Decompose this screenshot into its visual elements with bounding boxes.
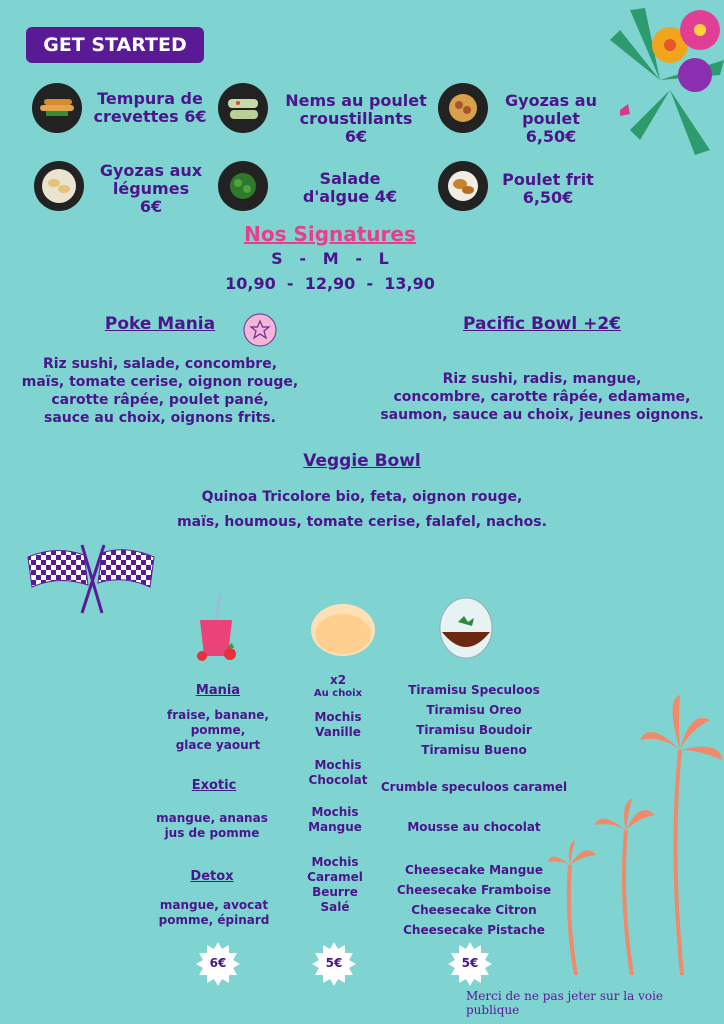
tiramisu-item: Tiramisu Oreo xyxy=(426,703,522,717)
pacific-bowl-title: Pacific Bowl +2€ xyxy=(463,314,621,334)
starter-salade: Salade d'algue 4€ xyxy=(302,169,398,206)
ingredient-line: mangue, avocat xyxy=(159,898,269,912)
poke-line: sauce au choix, oignons frits. xyxy=(44,410,276,426)
tempura-photo xyxy=(32,83,82,133)
cheesecake-item: Cheesecake Framboise xyxy=(396,883,552,897)
mochi-line: Mochis xyxy=(311,805,359,819)
mochi-line: Chocolat xyxy=(308,773,368,787)
mochi-caramel xyxy=(295,855,375,915)
dessert-price: 5€ xyxy=(461,956,479,970)
cheesecake-item: Cheesecake Pistache xyxy=(403,923,545,937)
veggie-line: maïs, houmous, tomate cerise, falafel, nachos. xyxy=(177,514,547,530)
nems-photo xyxy=(218,83,268,133)
mochi-price-badge xyxy=(312,942,356,986)
pacific-line: saumon, sauce au choix, jeunes oignons. xyxy=(380,407,704,423)
mochi-icon xyxy=(308,600,378,660)
tiramisu-item: Tiramisu Boudoir xyxy=(416,723,532,737)
smoothie-mania-ingredients xyxy=(158,708,278,753)
crumble-item: Crumble speculoos caramel xyxy=(380,780,568,794)
tiramisu-item: Tiramisu Speculoos xyxy=(408,683,540,697)
mochi-quantity: x2 xyxy=(329,673,347,687)
get-started-banner: GET STARTED xyxy=(26,27,204,63)
mochi-line: Mochis xyxy=(314,710,362,724)
poulet-frit-photo xyxy=(438,161,488,211)
cheesecake-item: Cheesecake Mangue xyxy=(405,863,543,877)
starter-gyozas-legumes-name: Gyozas aux légumes xyxy=(99,161,203,198)
ingredient-line: pomme, épinard xyxy=(158,913,270,927)
smoothie-detox-ingredients xyxy=(152,898,276,928)
mochi-line: Mochis xyxy=(314,758,362,772)
tiramisu-item: Tiramisu Bueno xyxy=(421,743,527,757)
poke-mania-title: Poke Mania xyxy=(104,314,216,334)
gyozas-poulet-photo xyxy=(438,83,488,133)
poke-line: carotte râpée, poulet pané, xyxy=(51,392,269,408)
starter-gyozas-poulet-price: 6,50€ xyxy=(525,127,577,146)
mochi-line: Vanille xyxy=(315,725,361,739)
ingredient-line: glace yaourt xyxy=(175,738,261,752)
mochi-price: 5€ xyxy=(325,956,343,970)
smoothie-icon xyxy=(190,592,242,664)
mochi-mangue xyxy=(295,805,375,835)
checkered-flags-icon xyxy=(26,535,158,615)
smoothie-price-badge xyxy=(196,942,240,986)
pacific-bowl-description xyxy=(372,370,712,424)
starter-nems-name: Nems au poulet croustillants xyxy=(285,91,427,128)
smoothie-exotic-ingredients xyxy=(150,811,274,841)
starter-gyozas-legumes xyxy=(92,162,210,216)
poke-line: maïs, tomate cerise, oignon rouge, xyxy=(21,374,299,390)
ingredient-line: mangue, ananas xyxy=(156,811,268,825)
starter-gyozas-legumes-price: 6€ xyxy=(139,197,163,216)
footer-note: Merci de ne pas jeter sur la voie publique xyxy=(466,989,664,1017)
cheesecake-item: Cheesecake Citron xyxy=(411,903,537,917)
starter-nems xyxy=(276,92,436,146)
ingredient-line: pomme, xyxy=(190,723,246,737)
veggie-bowl-title: Veggie Bowl xyxy=(303,451,421,471)
palm-trees-icon xyxy=(540,690,724,980)
starter-gyozas-poulet-name: Gyozas au poulet xyxy=(505,91,597,128)
veggie-line: Quinoa Tricolore bio, feta, oignon rouge, xyxy=(201,489,523,505)
salade-algue-photo xyxy=(218,161,268,211)
pacific-line: concombre, carotte râpée, edamame, xyxy=(393,389,691,405)
smoothie-mania-title: Mania xyxy=(195,683,241,698)
starter-poulet-frit-name: Poulet frit xyxy=(502,170,594,189)
signatures-title: Nos Signatures xyxy=(244,222,416,246)
poke-mania-description xyxy=(10,355,310,427)
ingredient-line: fraise, banane, xyxy=(167,708,269,722)
ingredient-line: jus de pomme xyxy=(164,826,260,840)
dessert-price-badge xyxy=(448,942,492,986)
poke-line: Riz sushi, salade, concombre, xyxy=(42,356,278,372)
mochi-line: Salé xyxy=(320,900,350,914)
lets-go-sticker-icon xyxy=(243,313,277,347)
mochi-choice: Au choix xyxy=(313,688,363,699)
mousse-item: Mousse au chocolat xyxy=(407,820,541,834)
smoothie-price: 6€ xyxy=(209,956,227,970)
signatures-sizes: S - M - L xyxy=(271,249,389,268)
mochi-chocolat xyxy=(298,758,378,788)
mochi-line: Mochis xyxy=(311,855,359,869)
cheesecake-list xyxy=(388,860,560,940)
mochi-line: Beurre xyxy=(312,885,358,899)
starter-tempura: Tempura de crevettes 6€ xyxy=(93,89,207,126)
tropical-flowers-icon xyxy=(600,0,724,160)
starter-gyozas-poulet xyxy=(494,92,608,146)
gyozas-legumes-photo xyxy=(34,161,84,211)
starter-poulet-frit-price: 6,50€ xyxy=(522,188,574,207)
tiramisu-glass-icon xyxy=(436,592,496,662)
mochi-line: Mangue xyxy=(308,820,362,834)
starter-nems-price: 6€ xyxy=(344,127,368,146)
veggie-bowl-description xyxy=(142,485,582,535)
smoothie-detox-title: Detox xyxy=(190,869,234,884)
mochi-line: Caramel xyxy=(307,870,363,884)
pacific-line: Riz sushi, radis, mangue, xyxy=(442,371,642,387)
signatures-prices: 10,90 - 12,90 - 13,90 xyxy=(225,274,435,293)
tiramisu-list xyxy=(394,680,554,760)
smoothie-exotic-title: Exotic xyxy=(191,778,237,793)
mochi-vanille xyxy=(298,710,378,740)
starter-poulet-frit xyxy=(494,171,602,207)
